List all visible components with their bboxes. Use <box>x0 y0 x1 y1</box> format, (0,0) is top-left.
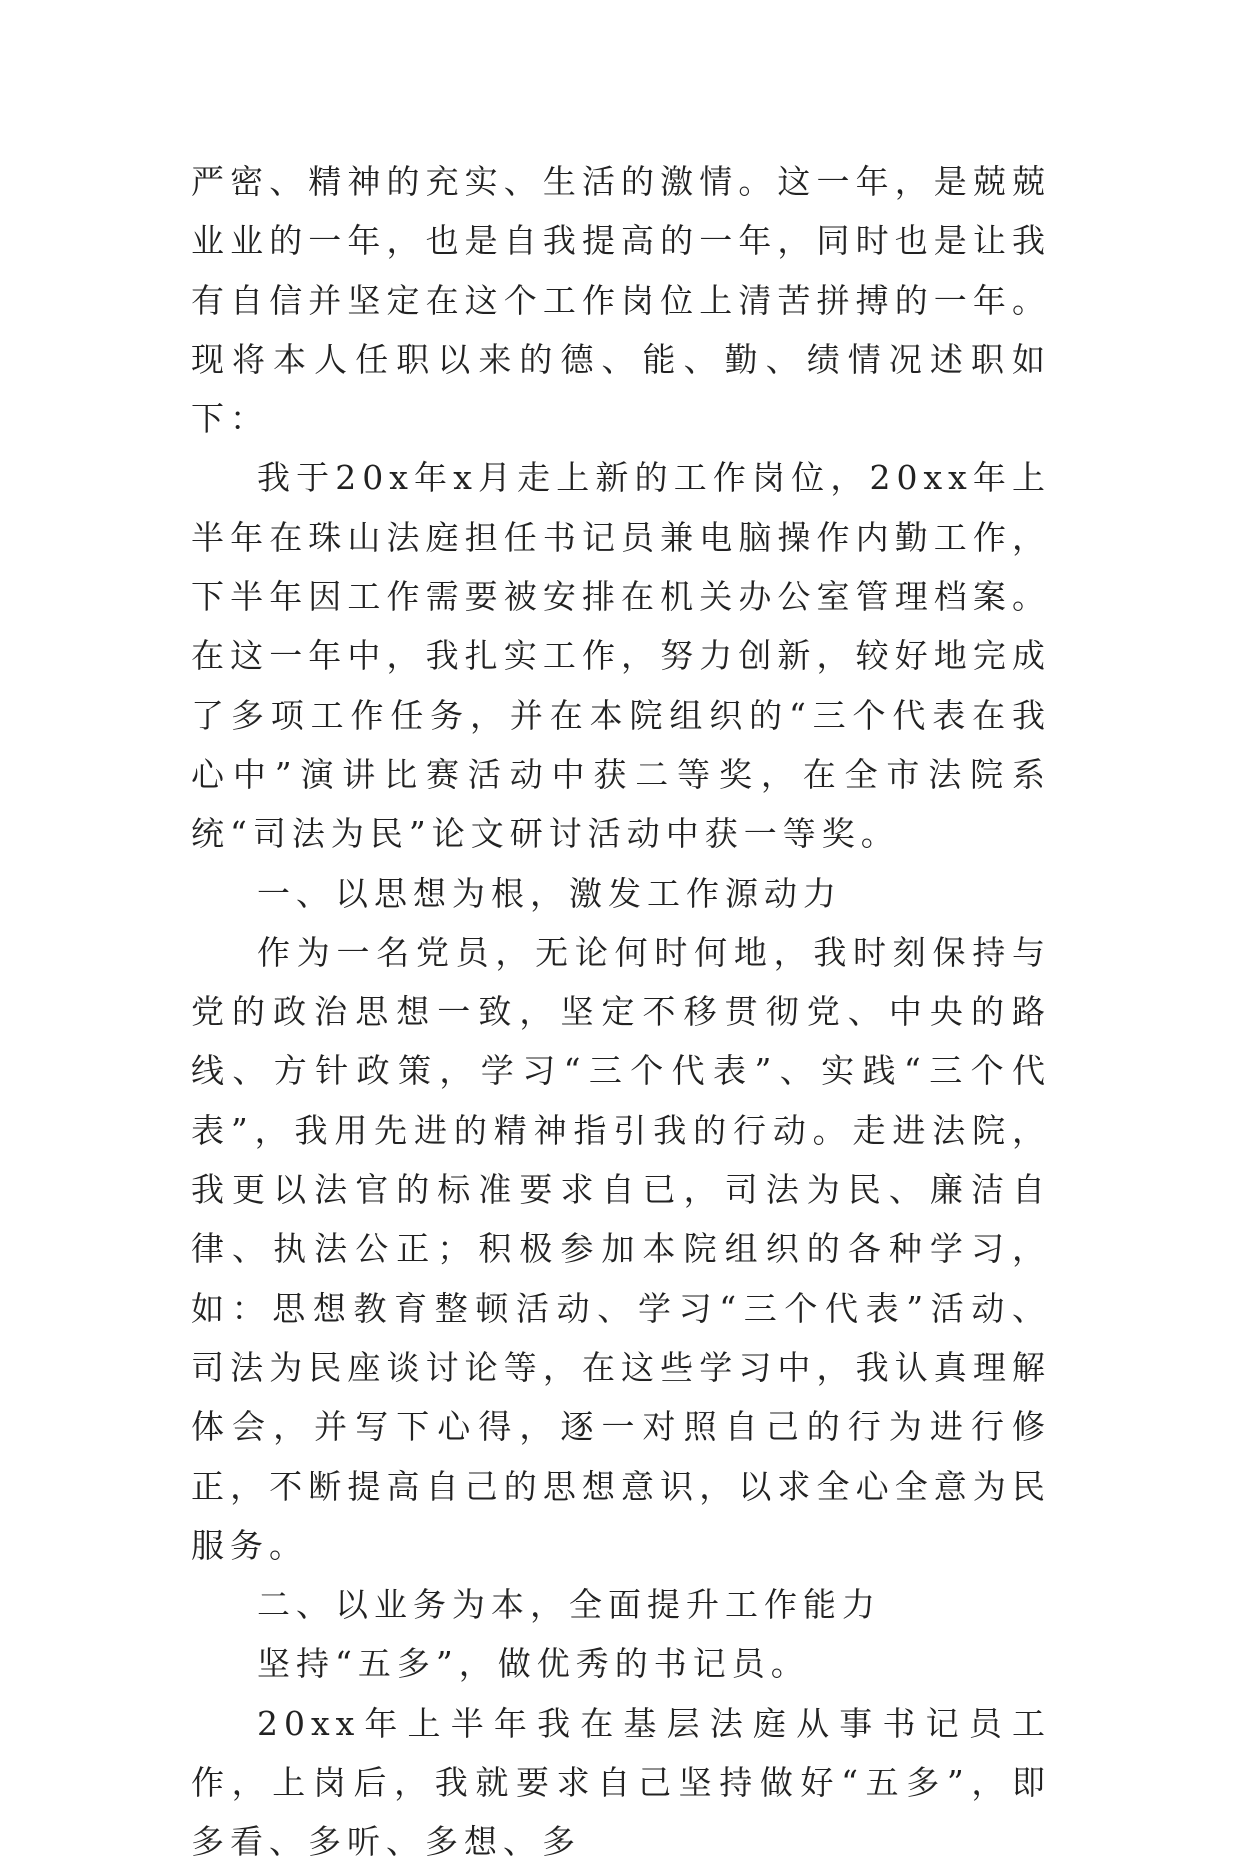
paragraph-continuation: 严密、精神的充实、生活的激情。这一年，是兢兢业业的一年，也是自我提高的一年，同时也是让我有自信并坚定在这个工作岗位上清苦拼搏的一年。现将本人任职以来的德、能、勤、绩情况述职如下： <box>191 162 1051 439</box>
section-heading-two: 二、以业务为本，全面提升工作能力 <box>257 1585 881 1625</box>
paragraph-political-thought: 作为一名党员，无论何时何地，我时刻保持与党的政治思想一致，坚定不移贯彻党、中央的路线、方针政策，学习“三个代表”、实践“三个代表”，我用先进的精神指引我的行动。走进法院，我更以法官的标准要求自已，司法为民、廉洁自律、执法公正；积极参加本院组织的各种学习，如：思想教育整顿活动、学习“三个代表”活动、司法为民座谈讨论等，在这些学习中，我认真理解体会，并写下心得，逐一对照自己的行为进行修正，不断提高自己的思想意识，以求全心全意为民服务。 <box>191 932 1051 1565</box>
paragraph-work-summary: 我于20x年x月走上新的工作岗位，20xx年上半年在珠山法庭担任书记员兼电脑操作内勤工作，下半年因工作需要被安排在机关办公室管理档案。在这一年中，我扎实工作，努力创新，较好地完成了多项工作任务，并在本院组织的“三个代表在我心中”演讲比赛活动中获二等奖，在全市法院系统“司法为民”论文研讨活动中获一等奖。 <box>191 458 1051 854</box>
section-heading-one: 一、以思想为根，激发工作源动力 <box>257 873 842 913</box>
paragraph-clerk-work: 20xx年上半年我在基层法庭从事书记员工作，上岗后，我就要求自己坚持做好“五多”，即多看、多听、多想、多 <box>191 1703 1051 1862</box>
document-body <box>191 152 1051 1872</box>
subheading-five-more: 坚持“五多”，做优秀的书记员。 <box>257 1644 810 1684</box>
